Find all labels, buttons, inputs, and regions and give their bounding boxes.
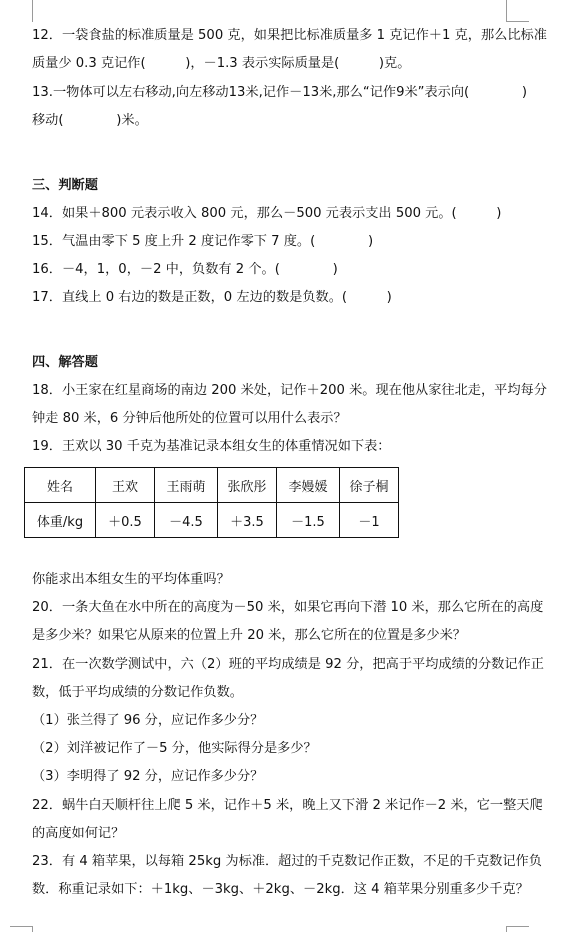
table-cell: 徐子桐 (340, 468, 399, 503)
question-16: 16．－4，1，0，－2 中，负数有 2 个。( ) (32, 262, 338, 277)
question-12-line-2: 质量少 0.3 克记作( )，－1.3 表示实际质量是( )克。 (32, 56, 411, 71)
weight-table (24, 467, 399, 538)
question-20-line-1: 20．一条大鱼在水中所在的高度为－50 米，如果它再向下潜 10 米，那么它所在的高度 (32, 600, 544, 615)
weight-table-value-row (25, 503, 399, 538)
question-18-line-2: 钟走 80 米，6 分钟后他所处的位置可以用什么表示？ (32, 411, 347, 426)
table-cell: －1 (340, 503, 399, 538)
section-heading-word-problems: 四、解答题 (32, 355, 98, 370)
table-cell: －4.5 (155, 503, 218, 538)
crop-mark-bottom-left-h (10, 926, 32, 927)
crop-mark-top-right-v (506, 0, 507, 22)
table-cell: 王雨萌 (155, 468, 218, 503)
table-cell: 张欣彤 (218, 468, 277, 503)
question-13-line-2: 移动( )米。 (32, 113, 148, 128)
question-21-line-1: 21．在一次数学测试中，六（2）班的平均成绩是 92 分，把高于平均成绩的分数记作正 (32, 657, 544, 672)
question-13-line-1: 13.一物体可以左右移动,向左移动13米,记作－13米,那么“记作9米”表示向( ) (32, 85, 528, 100)
crop-mark-bottom-right-h (507, 926, 529, 927)
table-cell: ＋0.5 (96, 503, 155, 538)
section-heading-true-false: 三、判断题 (32, 178, 98, 193)
question-12-line-1: 12．一袋食盐的标准质量是 500 克，如果把比标准质量多 1 克记作＋1 克，那么比标准 (32, 28, 547, 43)
question-21-line-2: 数，低于平均成绩的分数记作负数。 (32, 685, 243, 700)
question-23-line-2: 数．称重记录如下：＋1kg、－3kg、＋2kg、－2kg．这 4 箱苹果分别重多少千克？ (32, 882, 529, 897)
question-20-line-2: 是多少米？如果它从原来的位置上升 20 米，那么它所在的位置是多少米？ (32, 628, 466, 643)
question-21-part-3: （3）李明得了 92 分，应记作多少分？ (32, 769, 264, 784)
table-cell: 李嫚媛 (277, 468, 340, 503)
question-17: 17．直线上 0 右边的数是正数，0 左边的数是负数。( ) (32, 290, 392, 305)
question-21-part-1: （1）张兰得了 96 分，应记作多少分？ (32, 713, 264, 728)
crop-mark-top-left-v (32, 0, 33, 22)
question-18-line-1: 18．小王家在红星商场的南边 200 米处，记作＋200 米。现在他从家往北走，平均每分 (32, 383, 547, 398)
question-22-line-1: 22．蜗牛白天顺杆往上爬 5 米，记作＋5 米，晚上又下滑 2 米记作－2 米，它一整天爬 (32, 798, 543, 813)
question-21-part-2: （2）刘洋被记作了－5 分，他实际得分是多少？ (32, 741, 317, 756)
question-15: 15．气温由零下 5 度上升 2 度记作零下 7 度。( ) (32, 234, 374, 249)
question-19-prompt: 你能求出本组女生的平均体重吗？ (32, 572, 230, 587)
table-cell: 王欢 (96, 468, 155, 503)
table-cell: －1.5 (277, 503, 340, 538)
weight-table-header-row (25, 468, 399, 503)
question-22-line-2: 的高度如何记？ (32, 826, 125, 841)
crop-mark-top-right-h (507, 21, 529, 22)
table-cell: 姓名 (25, 468, 96, 503)
table-cell: ＋3.5 (218, 503, 277, 538)
question-14: 14．如果＋800 元表示收入 800 元，那么－500 元表示支出 500 元。( ) (32, 206, 502, 221)
crop-mark-bottom-right-v (506, 926, 507, 932)
question-23-line-1: 23．有 4 箱苹果，以每箱 25kg 为标准．超过的千克数记作正数，不足的千克数记作负 (32, 854, 542, 869)
table-cell: 体重/kg (25, 503, 96, 538)
question-19: 19．王欢以 30 千克为基准记录本组女生的体重情况如下表： (32, 439, 391, 454)
crop-mark-bottom-left-v (32, 926, 33, 932)
